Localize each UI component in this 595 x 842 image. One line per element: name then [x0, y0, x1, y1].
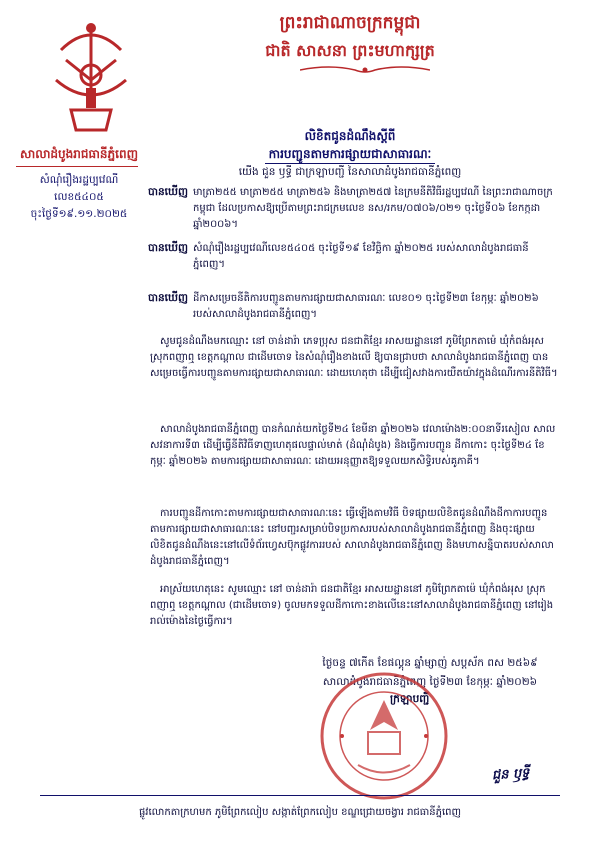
document-title: លិខិតជូនដំណឹងស្តីពី — [304, 129, 396, 143]
subtitle-underline — [265, 163, 435, 164]
case-file-number: លេខ៥៤០៥ — [54, 191, 104, 203]
footer-rule — [40, 795, 560, 796]
recital-text: សំណុំរឿងរដ្ឋប្បវេណីលេខ៥៤០៥ ចុះថ្ងៃទី១៩ ខែវិច្ឆិកា ឆ្នាំ២០២៥ របស់សាលាដំបូងរាជធានីភ្នំពេញ។ — [193, 243, 529, 270]
recital-label: បានឃើញ — [148, 186, 188, 198]
signature: ជួន ឫទ្ធី — [491, 765, 530, 784]
recital-label: បានឃើញ — [148, 242, 188, 254]
case-file-date: ចុះថ្ងៃទី១៩.១១.២០២៥ — [30, 208, 128, 220]
court-name-underline — [16, 166, 138, 167]
body-paragraph: ការបញ្ជូនដីកាកោះតាមការផ្សាយជាសាធារណៈនេះ ធ្វើឡើងតាមវិធី បិទផ្សាយលិខិតជូនដំណឹងដីកាការបញ្ជូនតាមការផ្សាយជាសាធារណៈនេះ នៅបញ្ជរសម្រាប់បិទប្រកាសរបស់សាលាដំបូងរាជធានីភ្នំពេញ និងចុះផ្សាយលិខិតជូនដំណឹងនេះនៅលើទំព័រហ្វេសប៊ុកផ្លូវការរបស់ សាលាដំបូងរាជធានីភ្នំពេញ និងមហាសន្និបាតរបស់សាលាដំបូងរាជធានីភ្នំពេញ។ — [150, 508, 554, 567]
case-file-block — [14, 172, 144, 223]
solar-date: សាលាដំបូងរាជធានីភ្នំពេញ ថ្ងៃទី២៣ ខែកុម្ភៈ ឆ្នាំ២០២៦ — [322, 676, 538, 688]
motto-heading: ជាតិ សាសនា ព្រះមហាក្សត្រ — [265, 41, 435, 60]
recital-text: មាត្រា២៥៥ មាត្រា២៥៥ មាត្រា២៥៦ និងមាត្រា២៥៧ នៃក្រមនីតិវិធីរដ្ឋប្បវេណី នៃព្រះរាជាណាចក្រកម្ពុជា ដែលប្រកាសឱ្យប្រើតាមព្រះរាជក្រមលេខ នស/រកម/០៧០៦/០២១ ចុះថ្ងៃទី០៦ ខែកក្កដា ឆ្នាំ២០០៦។ — [193, 187, 553, 230]
official-seal-stamp — [318, 670, 450, 802]
body-paragraph: សូមជូនដំណឹងមកឈ្មោះ នៅ ចាន់ដារ៉ា ភេទប្រុស ជនជាតិខ្មែរ អាសយដ្ឋាននៅ ភូមិព្រែកតាម៉េ ឃុំកំពង់អុស ស្រុកពញាឮ ខេត្តកណ្តាល ជាដើមចោទ នៃសំណុំរឿងខាងលើ ឱ្យបានជ្រាបថា សាលាដំបូងរាជធានីភ្នំពេញ បានសម្រេចធ្វើការបញ្ជូនតាមការផ្សាយជាសាធារណៈ ដោយហេតុថា ដើម្បីជៀសវាងការយឺតយ៉ាវក្នុងដំណើរការនីតិវិធី។ — [150, 336, 558, 379]
lunar-date: ថ្ងៃចន្ទ ៧កើត ខែផល្គុន ឆ្នាំម្សាញ់ សប្តស័ក ពស ២៥៦៩ — [322, 657, 538, 669]
court-name: សាលាដំបូងរាជធានីភ្នំពេញ — [19, 147, 139, 161]
case-file-label: សំណុំរឿងរដ្ឋប្បវេណី — [39, 174, 119, 186]
court-emblem-logo — [46, 20, 136, 140]
body-paragraph: អាស្រ័យហេតុនេះ សូមឈ្មោះ នៅ ចាន់ដារ៉ា ជនជាតិខ្មែរ អាសយដ្ឋាននៅ ភូមិព្រែកតាម៉េ ឃុំកំពង់អុស ស្រុកពញាឮ ខេត្តកណ្តាល (ជាដើមចោទ) ចូលមកទទួលដីកាកោះខាងលើនេះនៅសាលាដំបូងរាជធានីភ្នំពេញ នៅរៀងរាល់ម៉ោងនៃថ្ងៃធ្វើការ។ — [150, 584, 554, 627]
document-subtitle: ការបញ្ជូនតាមការផ្សាយជាសាធារណៈ — [268, 147, 432, 161]
recital-label: បានឃើញ — [148, 292, 188, 304]
kingdom-heading: ព្រះរាជាណាចក្រកម្ពុជា — [279, 13, 421, 33]
issuer-line: យើង ជួន ឫទ្ធី ជាក្រឡាបញ្ជី នៃសាលាដំបូងរាជធានីភ្នំពេញ — [238, 166, 462, 178]
recital-text: ដីកាសម្រេចនីតិការបញ្ជូនតាមការផ្សាយជាសាធារណៈ លេខ០១ ចុះថ្ងៃទី២៣ ខែកុម្ភៈ ឆ្នាំ២០២៦ របស់សាលាដំបូងរាជធានីភ្នំពេញ។ — [193, 293, 539, 320]
ornament-divider — [300, 64, 430, 76]
body-paragraph: សាលាដំបូងរាជធានីភ្នំពេញ បានកំណត់យកថ្ងៃទី២៤ ខែមីនា ឆ្នាំ២០២៦ វេលាម៉ោង២:០០នាទីរសៀល សាលសវនាការទី៣ ដើម្បីធ្វើនីតិវិធីទាញហេតុផលផ្ទាល់មាត់ (ដំណុំដំបូង) និងធ្វើការបញ្ជូន ដីកាកោះ ចុះថ្ងៃទី២៤ ខែកុម្ភៈ ឆ្នាំ២០២៦ តាមការផ្សាយជាសាធារណៈ ដោយអនុញ្ញាតឱ្យទទួលយកសិទ្ធិរបស់គូភាគី។ — [150, 424, 556, 467]
footer-address: ផ្លូវលោកតាក្រហមក ភូមិព្រែកលៀប សង្កាត់ព្រែកលៀប ខណ្ឌជ្រោយចង្វារ រាជធានីភ្នំពេញ — [138, 807, 462, 818]
signer-position: ក្រឡាបញ្ជី — [390, 693, 430, 705]
